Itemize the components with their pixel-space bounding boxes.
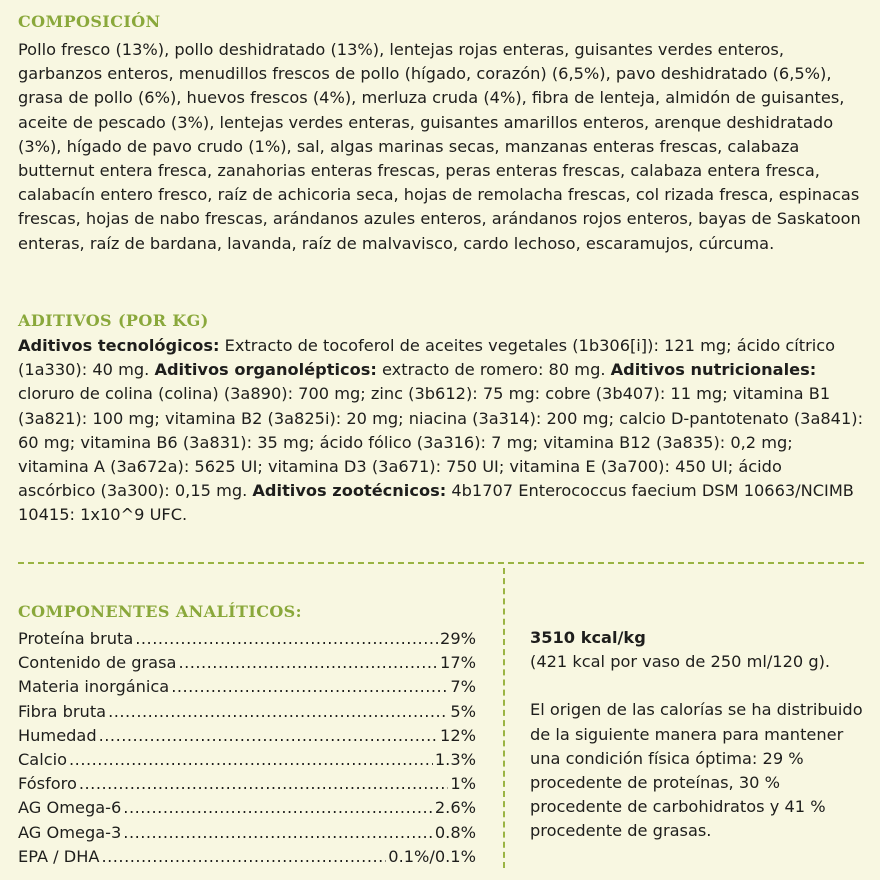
- aditivos-nutricionales-label: Aditivos nutricionales:: [610, 360, 817, 380]
- analytic-components-list: [18, 627, 476, 869]
- analytic-row-grasa: [18, 651, 476, 675]
- analytic-label: AG Omega-6: [18, 798, 122, 818]
- dot-leader: [135, 627, 438, 651]
- aditivos-zootecnicos-text: 4b1707 Enterococcus faecium DSM 10663/NCIMB 10415: 1x10^9 UFC.: [18, 481, 854, 525]
- analytic-value: 2.6%: [434, 798, 476, 818]
- aditivos-tecnologicos-label: Aditivos tecnológicos:: [18, 336, 220, 355]
- analytic-row-fosforo: [18, 772, 476, 796]
- analytic-value: 12%: [440, 725, 476, 745]
- dot-leader: [99, 724, 438, 748]
- aditivos-nutricionales-text: cloruro de colina (colina) (3a890): 700 mg; zinc (3b612): 75 mg: cobre (3b407): 11 mg; vitamina B1 (3a821): 100 mg; vitamina B2 (3a825i): 20 mg; niacina (3a314): 200 mg; calcio D-pantotenato (3a841): 60 mg; vitamina B6 (3a831): 35 mg; ácido fólico (3a316): 7 mg; vitamina B12 (3a835): 0,2 mg; vitamina A (3a672a): 5625 UI; vitamina D3 (3a671): 750 UI; vitamina E (3a700): 450 UI; ácido ascórbico (3a300): 0,15 mg.: [18, 384, 864, 501]
- analytic-value: 1%: [450, 774, 476, 794]
- analytic-label: Fósforo: [18, 774, 77, 794]
- analytic-row-calcio: [18, 748, 476, 772]
- dot-leader: [178, 651, 438, 675]
- aditivos-text: [18, 334, 864, 528]
- calorie-origin-text: El origen de las calorías se ha distribuido de la siguiente manera para mantener una condición física óptima: 29 % procedente de proteínas, 30 % procedente de carbohidratos y 41 % procedente de grasas.: [530, 700, 863, 841]
- analiticos-heading: COMPONENTES ANALÍTICOS:: [18, 602, 302, 621]
- horizontal-dashed-divider: [18, 562, 864, 564]
- composicion-heading: COMPOSICIÓN: [18, 12, 161, 31]
- analytic-label: Materia inorgánica: [18, 677, 170, 697]
- analytic-label: Fibra bruta: [18, 701, 107, 721]
- vertical-dashed-divider: [503, 568, 505, 868]
- analytic-value: 29%: [440, 629, 476, 648]
- energy-info: [530, 626, 870, 844]
- analytic-row-fibra: [18, 700, 476, 724]
- analytic-value: 17%: [440, 653, 476, 673]
- analytic-row-omega-6: [18, 796, 476, 820]
- analytic-row-humedad: [18, 724, 476, 748]
- analytic-row-omega-3: [18, 821, 476, 845]
- aditivos-zootecnicos-label: Aditivos zootécnicos:: [252, 481, 447, 501]
- dot-leader: [123, 796, 433, 820]
- dot-leader: [69, 748, 433, 772]
- aditivos-tecnologicos-text: Extracto de tocoferol de aceites vegetales (1b306[i]): 121 mg; ácido cítrico (1a330): 40 mg.: [18, 336, 836, 380]
- dot-leader: [171, 675, 448, 699]
- analytic-label: EPA / DHA: [18, 846, 100, 866]
- aditivos-organolepticos-label: Aditivos organolépticos:: [154, 360, 377, 380]
- analytic-label: Proteína bruta: [18, 629, 134, 648]
- analytic-row-proteina: [18, 627, 476, 651]
- analytic-label: AG Omega-3: [18, 822, 122, 842]
- dot-leader: [108, 700, 448, 724]
- analytic-value: 0.1%/0.1%: [388, 846, 476, 866]
- analytic-value: 5%: [450, 701, 476, 721]
- analytic-row-materia-inorganica: [18, 675, 476, 699]
- composicion-text: Pollo fresco (13%), pollo deshidratado (13%), lentejas rojas enteras, guisantes verdes enteros, garbanzos enteros, menudillos frescos de pollo (hígado, corazón) (6,5%), pavo deshidratado (6,5%), grasa de pollo (6%), huevos frescos (4%), merluza cruda (4%), fibra de lenteja, almidón de guisantes, aceite de pescado (3%), lentejas verdes enteras, guisantes amarillos enteros, arenque deshidratado (3%), hígado de pavo crudo (1%), sal, algas marinas secas, manzanas enteras frescas, calabaza butternut entera fresca, zanahorias enteras frescas, peras enteras frescas, calabaza entera fresca, calabacín entero fresco, raíz de achicoria seca, hojas de remolacha frescas, col rizada fresca, espinacas frescas, hojas de nabo frescas, arándanos azules enteros, arándanos rojos enteros, bayas de Saskatoon enteras, raíz de bardana, lavanda, raíz de malvavisco, cardo lechoso, escaramujos, cúrcuma.: [18, 40, 861, 253]
- analytic-row-epa-dha: [18, 845, 476, 869]
- kcal-per-kg: 3510 kcal/kg: [530, 628, 646, 647]
- analytic-label: Contenido de grasa: [18, 653, 177, 673]
- dot-leader: [101, 845, 386, 869]
- analytic-value: 0.8%: [434, 822, 476, 842]
- analytic-value: 1.3%: [434, 749, 476, 769]
- analytic-label: Humedad: [18, 725, 97, 745]
- aditivos-organolepticos-text: extracto de romero: 80 mg.: [376, 360, 611, 380]
- analytic-value: 7%: [450, 677, 476, 697]
- kcal-per-cup: (421 kcal por vaso de 250 ml/120 g).: [530, 652, 831, 672]
- aditivos-heading: ADITIVOS (POR KG): [18, 311, 209, 330]
- dot-leader: [123, 821, 433, 845]
- dot-leader: [79, 772, 448, 796]
- analytic-label: Calcio: [18, 749, 68, 769]
